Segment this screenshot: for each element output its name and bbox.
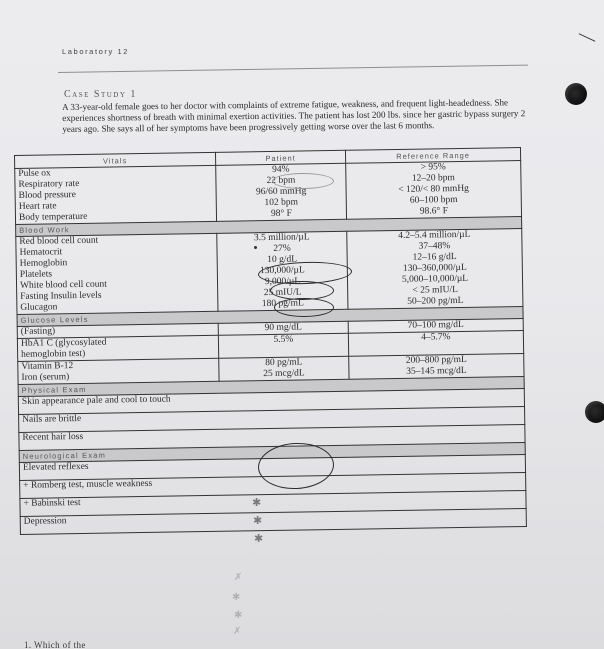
b12-iron-reference-cell (349, 354, 524, 380)
patient-header: Patient (215, 150, 345, 165)
blood-test-name: Hematocrit (19, 247, 63, 258)
vitals-block (15, 161, 522, 225)
vital-patient-value: 98° F (270, 208, 293, 219)
vital-reference-value: > 95% (420, 162, 446, 173)
pen-circle-hemoglobin (274, 298, 334, 317)
hba1c-patient: 5.5% (218, 333, 348, 358)
blood-test-name: White blood cell count (19, 279, 107, 291)
physical-exam-item: Skin appearance pale and cool to touch (18, 389, 524, 415)
blood-patient-value: 10 g/dL (267, 254, 298, 266)
vital-name: Pulse ox (18, 168, 51, 179)
blood-reference-value: 130–360,000/µL (402, 262, 467, 274)
iron-name: Iron (serum) (21, 372, 70, 383)
binder-hole-top (565, 83, 587, 105)
vital-reference-value: 98.6° F (419, 206, 449, 217)
blood-reference-value: 50–200 pg/mL (407, 295, 464, 307)
blood-reference-value: 12–16 g/dL (412, 252, 457, 263)
hba1c-name-line1: HbA1 C (glycosylated (20, 337, 107, 349)
blood-test-name: Platelets (19, 269, 53, 280)
vital-patient-value: 94% (271, 164, 290, 175)
blood-patient-value: 27% (273, 243, 291, 254)
case-study-text: A 33-year-old female goes to her doctor with complaints of extreme fatigue, weakness, and frequent light-headedness. She experiences shortness of breath with minimal exertion activities. The patient has lost 200 lbs. since her gastric bypass surgery 2 years ago. She says all of her symptoms have been progressively getting worse over the last 6 months. (62, 97, 526, 134)
blood-reference-value: < 25 mIU/L (412, 285, 458, 296)
b12-patient: 80 pg/mL (265, 357, 303, 369)
physical-exam-heading: Physical Exam (18, 377, 524, 397)
blood-patient-value: 3.5 million/µL (253, 232, 310, 244)
b12-reference: 200–800 pg/mL (405, 354, 467, 366)
reference-header: Reference Range (345, 148, 520, 164)
blood-reference-value: 5,000–10,000/µL (401, 273, 469, 285)
next-question-partial: 1. Which of the (24, 640, 86, 649)
iron-reference: 35–145 mcg/dL (406, 365, 467, 377)
b12-iron-names-cell (18, 358, 219, 384)
blood-test-name: Red blood cell count (19, 235, 99, 247)
blood-work-heading: Blood Work (16, 217, 522, 237)
b12-iron-patient-cell (219, 356, 349, 381)
vitals-names-cell (15, 165, 217, 224)
hba1c-reference: 4–5.7% (348, 331, 523, 357)
vitals-reference-cell (346, 161, 522, 220)
blood-patient-value: 25 mIU/L (263, 287, 302, 299)
vital-patient-value: 102 bpm (264, 197, 299, 209)
vitals-header: Vitals (15, 152, 216, 168)
blood-reference-value: 4.2–5.4 million/µL (398, 229, 471, 241)
pencil-mark: ✱ (232, 592, 241, 603)
blood-test-name: Fasting Insulin levels (20, 290, 102, 302)
fasting-reference: 70–100 mg/dL (348, 319, 523, 334)
pencil-circle-pulse-ox (272, 173, 334, 189)
hba1c-name-cell (17, 335, 218, 361)
pen-mark (579, 33, 596, 42)
vital-patient-value: 22 bpm (266, 175, 296, 187)
pencil-mark: ✱ (234, 610, 243, 621)
header-rule (58, 65, 528, 73)
binder-hole-bottom (585, 401, 604, 423)
physical-exam-item: Nails are brittle (19, 407, 525, 433)
vital-name: Respiratory rate (18, 178, 80, 190)
pen-star-mark: ✱ (252, 496, 262, 509)
ink-dot (254, 246, 257, 249)
fasting-name: (Fasting) (17, 323, 218, 338)
lab-header: Laboratory 12 (62, 47, 130, 56)
vital-name: Body temperature (18, 211, 88, 223)
vital-reference-value: 60–100 bpm (409, 195, 458, 206)
neuro-exam-item: Depression (20, 508, 526, 534)
vital-reference-value: 12–20 bpm (411, 173, 455, 184)
neuro-exam-item: + Babinski test (20, 491, 526, 517)
blood-patient-value: 180 pg/mL (261, 298, 304, 310)
fasting-patient: 90 mg/dL (218, 321, 348, 335)
physical-exam-item: Recent hair loss (19, 425, 525, 451)
iron-patient: 25 mcg/dL (263, 368, 305, 380)
neuro-exam-item: Elevated reflexes (19, 455, 525, 481)
blood-patient-value: 9,000/µL (264, 276, 301, 288)
vitals-patient-cell (216, 163, 347, 221)
glucose-heading: Glucose Levels (17, 307, 523, 327)
case-study-title: Case Study 1 (64, 89, 137, 100)
b12-name: Vitamin B-12 (21, 361, 74, 372)
blood-work-names-cell (16, 233, 218, 314)
pencil-mark: ✗ (233, 626, 242, 637)
blood-reference-value: 37–48% (418, 241, 451, 252)
pen-star-mark: ✱ (254, 532, 264, 545)
blood-work-reference-cell (347, 229, 523, 310)
vital-name: Blood pressure (18, 190, 76, 201)
vital-name: Heart rate (18, 201, 57, 212)
blood-patient-value: 130,000/µL (259, 265, 305, 277)
hba1c-name-line2: hemoglobin test) (21, 348, 86, 360)
vital-patient-value: 96/60 mmHg (255, 186, 307, 198)
blood-test-name: Hemoglobin (19, 258, 68, 269)
vital-reference-value: < 120/< 80 mmHg (398, 183, 469, 195)
neuro-exam-item: + Romberg test, muscle weakness (20, 473, 526, 499)
pencil-mark: ✗ (234, 572, 243, 583)
neuro-exam-heading: Neurological Exam (19, 443, 525, 463)
blood-test-name: Glucagon (20, 302, 58, 313)
pen-star-mark: ✱ (253, 514, 263, 527)
